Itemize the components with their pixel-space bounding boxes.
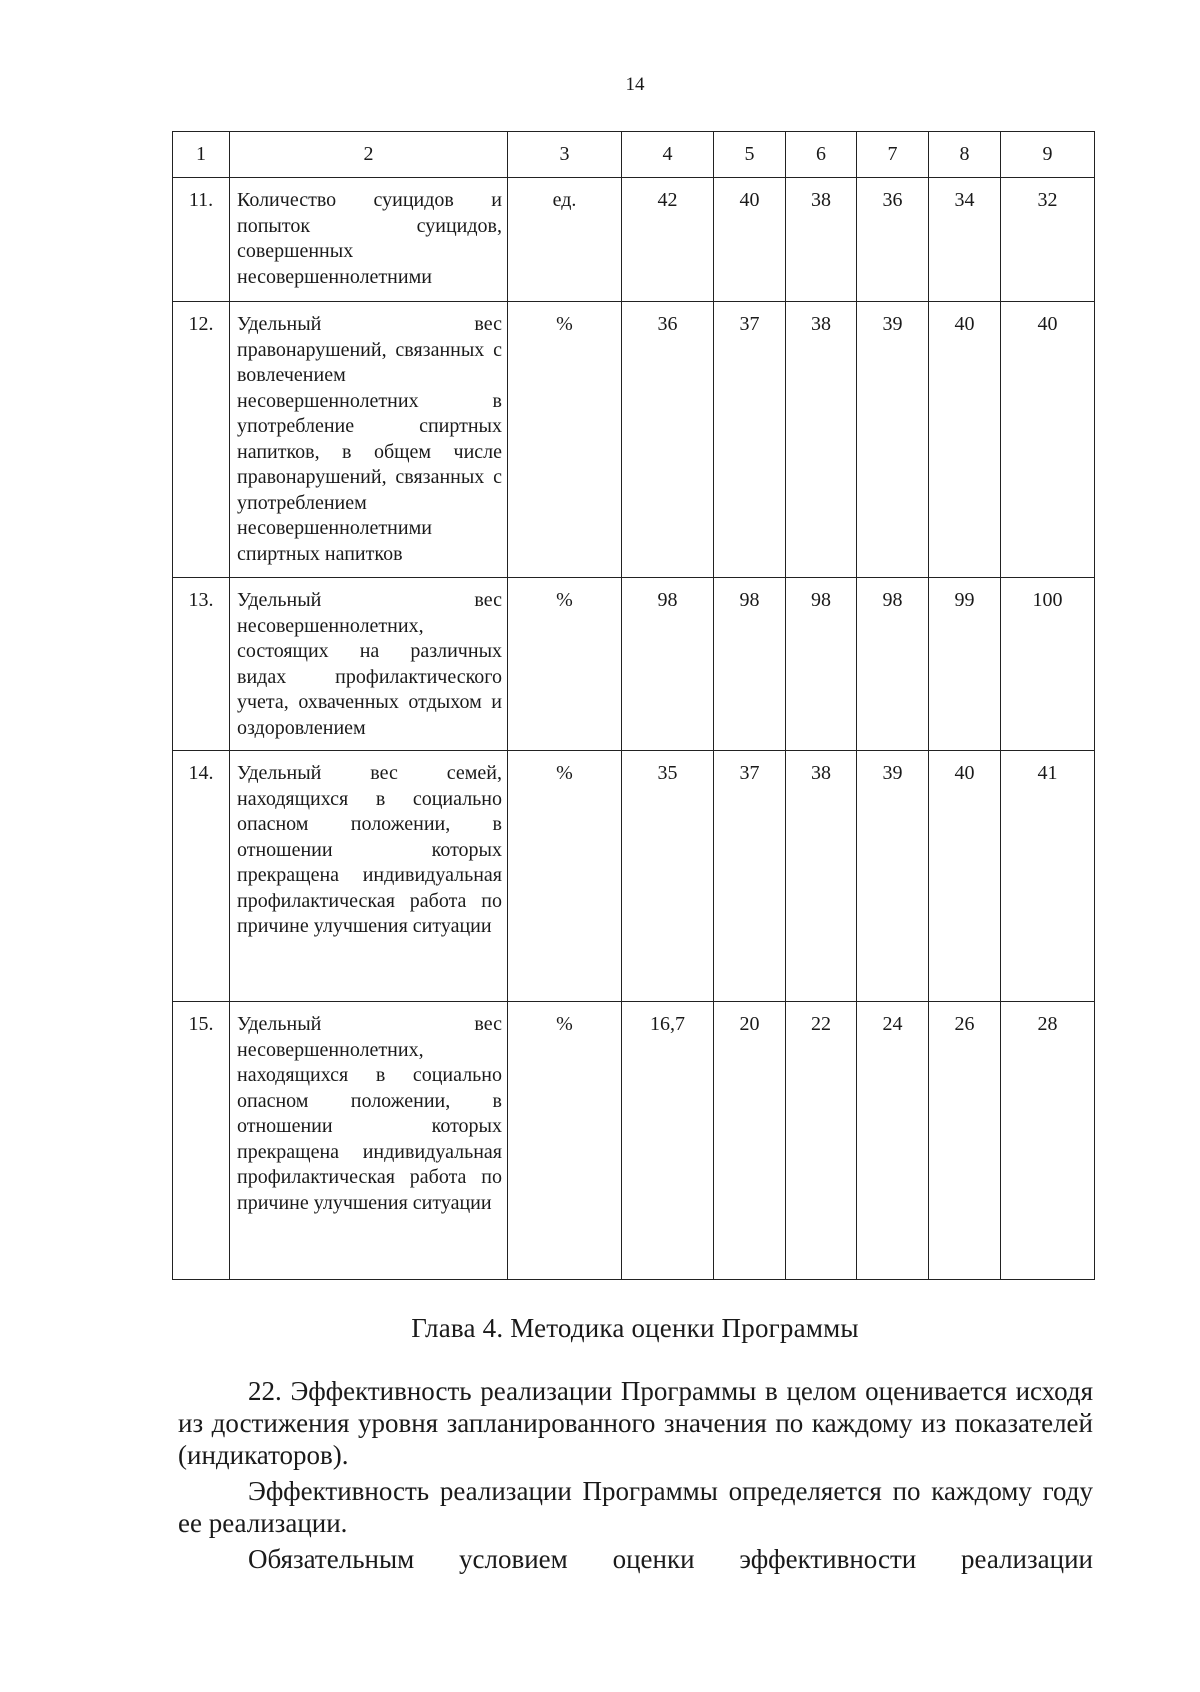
header-cell: 9: [1001, 132, 1095, 178]
table-row: [173, 1002, 1095, 1280]
indicator-name: Удельный вес несовершеннолетних, состоящих на различных видах профилактического учета, охваченных отдыхом и оздоровлением: [230, 578, 508, 751]
value-cell: 35: [622, 751, 714, 1002]
paragraph: Эффективность реализации Программы определяется по каждому году ее реализации.: [178, 1476, 1093, 1538]
body-text: [178, 1375, 1093, 1579]
value-cell: 36: [857, 178, 929, 302]
value-cell: 98: [857, 578, 929, 751]
value-cell: 28: [1001, 1002, 1095, 1280]
header-cell: 5: [714, 132, 786, 178]
paragraph: 22. Эффективность реализации Программы в целом оценивается исходя из достижения уровня запланированного значения по каждому из показателей (индикаторов).: [178, 1376, 1093, 1470]
value-cell: 34: [929, 178, 1001, 302]
table-row: [173, 578, 1095, 751]
row-number: 13.: [173, 578, 230, 751]
row-number: 11.: [173, 178, 230, 302]
row-number: 12.: [173, 302, 230, 578]
value-cell: 37: [714, 751, 786, 1002]
value-cell: 40: [929, 302, 1001, 578]
value-cell: 98: [714, 578, 786, 751]
table-row: [173, 178, 1095, 302]
value-cell: 26: [929, 1002, 1001, 1280]
header-cell: 4: [622, 132, 714, 178]
paragraph: Обязательным условием оценки эффективности реализации: [248, 1544, 1093, 1574]
value-cell: 39: [857, 751, 929, 1002]
value-cell: 36: [622, 302, 714, 578]
header-cell: 1: [173, 132, 230, 178]
indicator-name: Удельный вес семей, находящихся в социально опасном положении, в отношении которых прекращена индивидуальная профилактическая работа по причине улучшения ситуации: [230, 751, 508, 1002]
unit-cell: %: [508, 751, 622, 1002]
value-cell: 22: [786, 1002, 857, 1280]
header-cell: 6: [786, 132, 857, 178]
value-cell: 38: [786, 178, 857, 302]
table-row: [173, 302, 1095, 578]
header-cell: 8: [929, 132, 1001, 178]
value-cell: 40: [714, 178, 786, 302]
header-cell: 7: [857, 132, 929, 178]
value-cell: 38: [786, 751, 857, 1002]
value-cell: 40: [929, 751, 1001, 1002]
indicator-name: Удельный вес правонарушений, связанных с вовлечением несовершеннолетних в употребление спиртных напитков, в общем числе правонарушений, связанных с употреблением несовершеннолетними спиртных напитков: [230, 302, 508, 578]
header-cell: 2: [230, 132, 508, 178]
value-cell: 32: [1001, 178, 1095, 302]
value-cell: 16,7: [622, 1002, 714, 1280]
unit-cell: ед.: [508, 178, 622, 302]
value-cell: 40: [1001, 302, 1095, 578]
unit-cell: %: [508, 578, 622, 751]
value-cell: 42: [622, 178, 714, 302]
value-cell: 99: [929, 578, 1001, 751]
value-cell: 98: [622, 578, 714, 751]
value-cell: 98: [786, 578, 857, 751]
value-cell: 24: [857, 1002, 929, 1280]
indicators-table: [172, 131, 1095, 1280]
value-cell: 38: [786, 302, 857, 578]
unit-cell: %: [508, 302, 622, 578]
row-number: 14.: [173, 751, 230, 1002]
row-number: 15.: [173, 1002, 230, 1280]
indicator-name: Удельный вес несовершеннолетних, находящихся в социально опасном положении, в отношении которых прекращена индивидуальная профилактическая работа по причине улучшения ситуации: [230, 1002, 508, 1280]
unit-cell: %: [508, 1002, 622, 1280]
value-cell: 37: [714, 302, 786, 578]
header-cell: 3: [508, 132, 622, 178]
page-number: 14: [625, 74, 645, 95]
value-cell: 41: [1001, 751, 1095, 1002]
value-cell: 100: [1001, 578, 1095, 751]
value-cell: 39: [857, 302, 929, 578]
indicator-name: Количество суицидов и попыток суицидов, совершенных несовершеннолетними: [230, 178, 508, 302]
value-cell: 20: [714, 1002, 786, 1280]
table-header-row: [173, 132, 1095, 178]
chapter-title: Глава 4. Методика оценки Программы: [411, 1313, 859, 1343]
table-row: [173, 751, 1095, 1002]
